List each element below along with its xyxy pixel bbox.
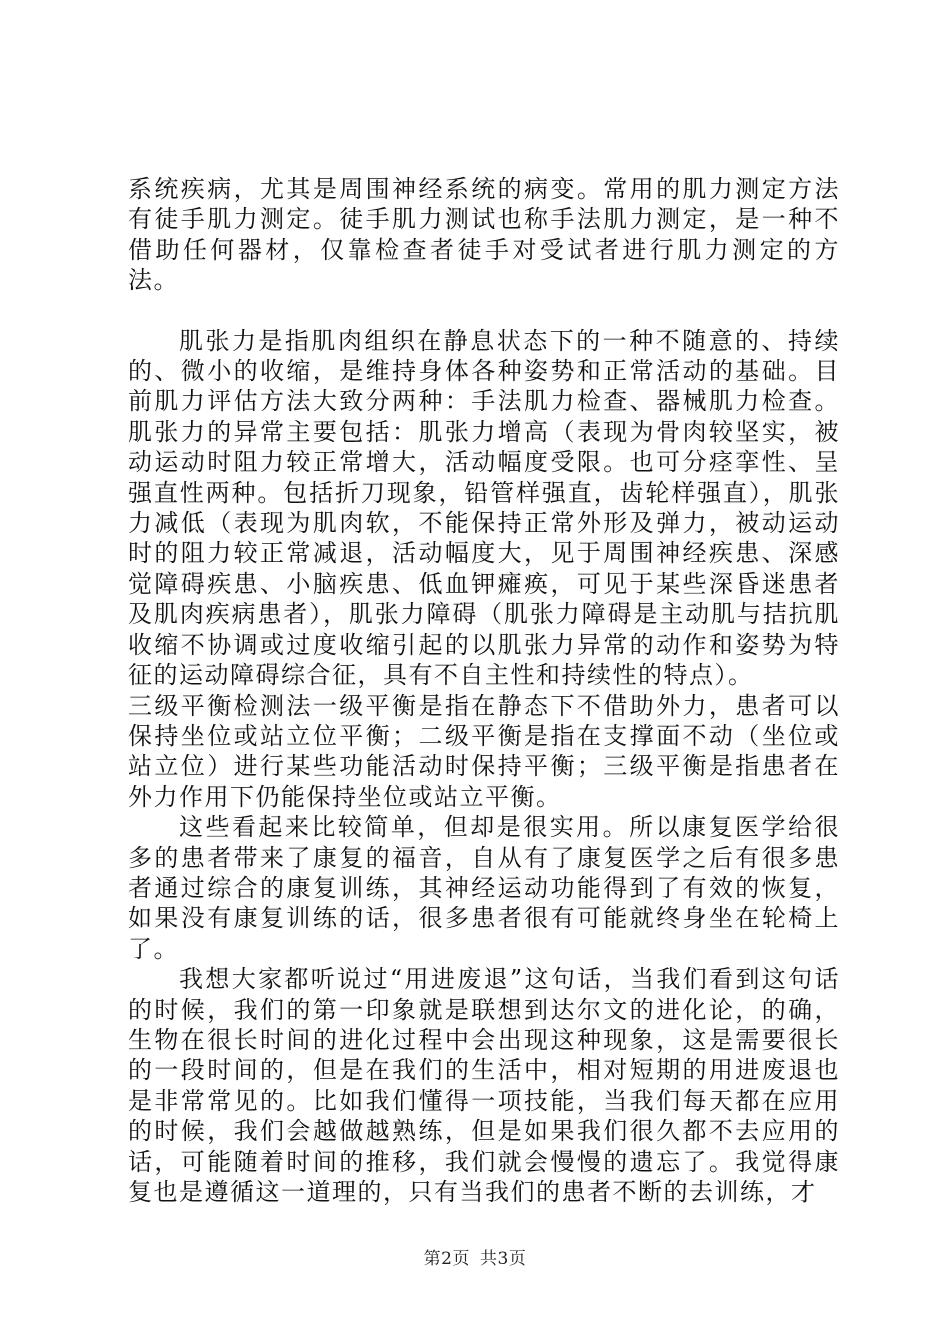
- paragraph-muscle-tone: 肌张力是指肌肉组织在静息状态下的一种不随意的、持续的、微小的收缩，是维持身体各种姿势和正常活动的基础。目前肌力评估方法大致分两种：手法肌力检查、器械肌力检查。肌张力的异常主要包括：肌张力增高（表现为骨肉较坚实，被动运动时阻力较正常增大，活动幅度受限。也可分痉挛性、呈强直性两种。包括折刀现象，铅管样强直，齿轮样强直），肌张力减低（表现为肌肉软，不能保持正常外形及弹力，被动运动时的阻力较正常减退，活动幅度大，见于周围神经疾患、深感觉障碍疾患、小脑疾患、低血钾瘫痪，可见于某些深昏迷患者及肌肉疾病患者），肌张力障碍（肌张力障碍是主动肌与拮抗肌收缩不协调或过度收缩引起的以肌张力异常的动作和姿势为特征的运动障碍综合征，具有不自主性和持续性的特点）。: [128, 326, 840, 690]
- paragraph-muscle-strength-test: 系统疾病，尤其是周围神经系统的病变。常用的肌力测定方法有徒手肌力测定。徒手肌力测试也称手法肌力测定，是一种不借助任何器材，仅靠检查者徒手对受试者进行肌力测定的方法。: [128, 175, 840, 295]
- paragraph-rehab-benefits: 这些看起来比较简单，但却是很实用。所以康复医学给很多的患者带来了康复的福音，自从有了康复医学之后有很多患者通过综合的康复训练，其神经运动功能得到了有效的恢复，如果没有康复训练的话，很多患者很有可能就终身坐在轮椅上了。: [128, 813, 840, 963]
- page-footer: [0, 1244, 950, 1269]
- page-total: 共3页: [480, 1249, 527, 1269]
- paragraph-use-it-or-lose-it: 我想大家都听说过“用进废退”这句话，当我们看到这句话的时候，我们的第一印象就是联想到达尔文的进化论，的确，生物在很长时间的进化过程中会出现这种现象，这是需要很长的一段时间的，但是在我们的生活中，相对短期的用进废退也是非常常见的。比如我们懂得一项技能，当我们每天都在应用的时候，我们会越做越熟练，但是如果我们很久都不去应用的话，可能随着时间的推移，我们就会慢慢的遗忘了。我觉得康复也是遵循这一道理的，只有当我们的患者不断的去训练，才: [128, 965, 840, 1206]
- paragraph-balance-levels: 三级平衡检测法一级平衡是指在静态下不借助外力，患者可以保持坐位或站立位平衡；二级平衡是指在支撑面不动（坐位或站立位）进行某些功能活动时保持平衡；三级平衡是指患者在外力作用下仍能保持坐位或站立平衡。: [128, 691, 840, 811]
- document-body: [128, 174, 840, 1207]
- page-number: 第2页: [423, 1249, 470, 1269]
